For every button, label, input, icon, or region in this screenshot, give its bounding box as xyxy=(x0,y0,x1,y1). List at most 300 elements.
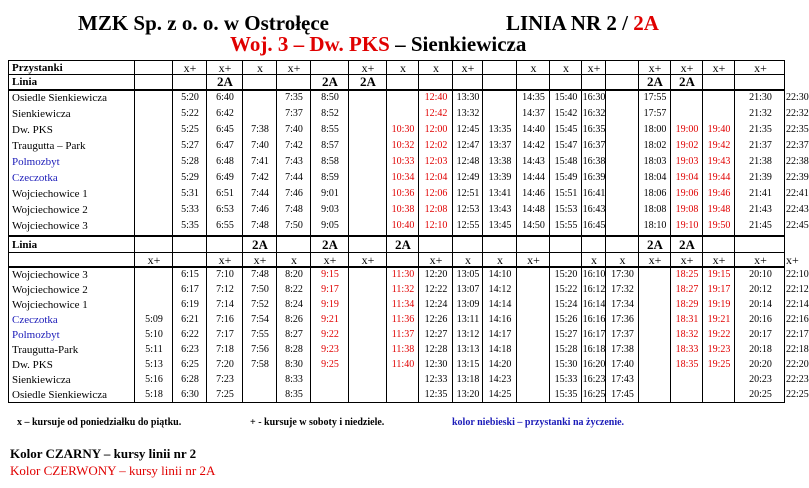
departure-time: 7:44 xyxy=(285,172,303,183)
departure-time: 12:47 xyxy=(456,140,480,151)
schedule-marker: x xyxy=(530,61,537,75)
line-2a-marker: 2A xyxy=(322,237,338,252)
line-2a-marker: 2A xyxy=(679,74,695,89)
departure-time: 6:51 xyxy=(216,188,234,199)
departure-time: 16:37 xyxy=(582,140,606,151)
departure-time: 20:18 xyxy=(749,344,772,355)
departure-time: 15:33 xyxy=(554,374,578,385)
departure-time: 21:37 xyxy=(749,140,772,151)
departure-time: 10:36 xyxy=(391,188,415,199)
route-title xyxy=(230,32,526,56)
schedule-marker: x xyxy=(291,253,297,267)
departure-time: 18:25 xyxy=(675,269,699,280)
departure-time: 16:12 xyxy=(582,284,606,295)
company-name: MZK Sp. z o. o. w Ostrołęce xyxy=(78,11,329,35)
schedule-marker: x xyxy=(257,61,263,75)
departure-time: 6:19 xyxy=(181,299,199,310)
line-2a-marker: 2A xyxy=(252,237,268,252)
departure-time: 7:16 xyxy=(216,314,234,325)
stop-name: Polmozbyt xyxy=(12,329,60,341)
linia-label: Linia xyxy=(12,76,38,88)
departure-time: 22:20 xyxy=(786,359,809,370)
departure-time: 11:37 xyxy=(391,329,415,340)
stop-name: Sienkiewicza xyxy=(12,108,71,120)
departure-time: 6:49 xyxy=(216,172,234,183)
departure-time: 8:52 xyxy=(321,108,339,119)
linia-label: Linia xyxy=(12,239,38,251)
departure-time: 6:15 xyxy=(181,269,199,280)
departure-time: 8:22 xyxy=(285,284,303,295)
departure-time: 16:43 xyxy=(582,204,606,215)
schedule-marker: x+ xyxy=(429,253,443,267)
departure-time: 12:04 xyxy=(424,172,448,183)
departure-time: 9:17 xyxy=(321,284,339,295)
stop-name: Polmozbyt xyxy=(12,156,60,168)
departure-time: 13:35 xyxy=(488,124,512,135)
departure-time: 5:09 xyxy=(145,314,163,325)
stop-name: Osiedle Sienkiewicza xyxy=(12,389,107,401)
departure-time: 5:22 xyxy=(181,108,199,119)
departure-time: 21:41 xyxy=(749,188,772,199)
departure-time: 8:30 xyxy=(285,359,303,370)
departure-time: 20:12 xyxy=(749,284,772,295)
departure-time: 7:20 xyxy=(216,359,234,370)
departure-time: 18:10 xyxy=(643,220,667,231)
departure-time: 22:45 xyxy=(786,220,809,231)
departure-time: 5:27 xyxy=(181,140,199,151)
departure-time: 6:55 xyxy=(216,220,234,231)
departure-time: 12:55 xyxy=(456,220,480,231)
departure-time: 8:24 xyxy=(285,299,303,310)
departure-time: 8:57 xyxy=(321,140,339,151)
departure-time: 5:33 xyxy=(181,204,199,215)
schedule-marker: x+ xyxy=(461,61,475,75)
departure-time: 12:49 xyxy=(456,172,480,183)
departure-time: 18:02 xyxy=(643,140,667,151)
departure-time: 12:08 xyxy=(424,204,448,215)
schedule-marker: x+ xyxy=(786,253,799,267)
stop-name: Czeczotka xyxy=(12,314,58,326)
departure-time: 7:18 xyxy=(216,344,234,355)
departure-time: 18:00 xyxy=(643,124,667,135)
departure-time: 16:25 xyxy=(582,389,606,400)
departure-time: 7:25 xyxy=(216,389,234,400)
departure-time: 14:44 xyxy=(522,172,545,183)
departure-time: 19:25 xyxy=(707,359,731,370)
stop-name: Wojciechowice 2 xyxy=(12,204,88,216)
departure-time: 16:10 xyxy=(582,269,606,280)
departure-time: 5:29 xyxy=(181,172,199,183)
departure-time: 12:51 xyxy=(456,188,480,199)
departure-time: 14:37 xyxy=(522,108,545,119)
stop-name: Wojciechowice 2 xyxy=(12,284,88,296)
departure-time: 19:03 xyxy=(675,156,699,167)
schedule-marker: x+ xyxy=(147,253,161,267)
departure-time: 13:13 xyxy=(456,344,480,355)
departure-time: 13:37 xyxy=(488,140,512,151)
departure-time: 5:18 xyxy=(145,389,163,400)
departure-time: 9:01 xyxy=(321,188,339,199)
departure-time: 16:20 xyxy=(582,359,606,370)
departure-time: 6:25 xyxy=(181,359,199,370)
departure-time: 7:44 xyxy=(251,188,269,199)
departure-time: 20:25 xyxy=(749,389,772,400)
departure-time: 15:40 xyxy=(554,92,578,103)
departure-time: 11:36 xyxy=(391,314,415,325)
schedule-marker: x+ xyxy=(183,61,197,75)
departure-time: 17:40 xyxy=(611,359,634,370)
departure-time: 20:20 xyxy=(749,359,772,370)
departure-time: 22:16 xyxy=(786,314,809,325)
departure-time: 16:35 xyxy=(582,124,606,135)
departure-time: 13:09 xyxy=(456,299,480,310)
departure-time: 9:23 xyxy=(321,344,339,355)
departure-time: 7:14 xyxy=(216,299,234,310)
stop-name: Osiedle Sienkiewicza xyxy=(12,92,107,104)
stop-name: Wojciechowice 3 xyxy=(12,220,88,232)
departure-time: 7:41 xyxy=(251,156,269,167)
schedule-marker: x+ xyxy=(648,61,662,75)
departure-time: 20:10 xyxy=(749,269,772,280)
departure-time: 19:48 xyxy=(707,204,731,215)
departure-time: 22:17 xyxy=(786,329,809,340)
line-2a-marker: 2A xyxy=(647,237,663,252)
departure-time: 14:48 xyxy=(522,204,545,215)
departure-time: 17:57 xyxy=(643,108,667,119)
departure-time: 17:30 xyxy=(611,269,634,280)
departure-time: 7:42 xyxy=(285,140,303,151)
stop-name: Wojciechowice 1 xyxy=(12,299,88,311)
schedule-marker: x+ xyxy=(712,253,726,267)
line-2a-marker: 2A xyxy=(360,74,376,89)
departure-time: 14:40 xyxy=(522,124,545,135)
departure-time: 20:14 xyxy=(749,299,772,310)
departure-time: 5:28 xyxy=(181,156,199,167)
departure-time: 14:12 xyxy=(488,284,512,295)
departure-time: 12:02 xyxy=(424,140,448,151)
departure-time: 7:48 xyxy=(251,269,269,280)
stop-name: Dw. PKS xyxy=(12,124,53,136)
departure-time: 16:14 xyxy=(582,299,606,310)
note-request-stops: kolor niebieski – przystanki na życzenie. xyxy=(452,417,625,428)
departure-time: 18:06 xyxy=(643,188,667,199)
departure-time: 5:13 xyxy=(145,359,163,370)
schedule-marker: x+ xyxy=(323,253,337,267)
departure-time: 7:48 xyxy=(251,220,269,231)
departure-time: 15:26 xyxy=(554,314,578,325)
schedule-marker: x+ xyxy=(218,253,232,267)
departure-time: 13:43 xyxy=(488,204,512,215)
departure-time: 11:32 xyxy=(391,284,415,295)
departure-time: 7:42 xyxy=(251,172,269,183)
departure-time: 22:23 xyxy=(786,374,809,385)
departure-time: 19:43 xyxy=(707,156,731,167)
departure-time: 15:49 xyxy=(554,172,578,183)
departure-time: 15:47 xyxy=(554,140,578,151)
departure-time: 15:35 xyxy=(554,389,578,400)
departure-time: 13:45 xyxy=(488,220,512,231)
departure-time: 14:46 xyxy=(522,188,545,199)
departure-time: 14:20 xyxy=(488,359,512,370)
schedule-marker: x+ xyxy=(587,61,601,75)
schedule-marker: x xyxy=(497,253,503,267)
departure-time: 6:17 xyxy=(181,284,199,295)
departure-time: 15:28 xyxy=(554,344,578,355)
departure-time: 6:30 xyxy=(181,389,199,400)
departure-time: 5:11 xyxy=(145,344,163,355)
note-weekends: + - kursuje w soboty i niedziele. xyxy=(250,417,385,428)
departure-time: 6:48 xyxy=(216,156,234,167)
departure-time: 9:21 xyxy=(321,314,339,325)
departure-time: 15:55 xyxy=(554,220,578,231)
schedule-marker: x xyxy=(563,61,569,75)
departure-time: 19:21 xyxy=(707,314,731,325)
departure-time: 16:39 xyxy=(582,172,606,183)
departure-time: 19:23 xyxy=(707,344,731,355)
departure-time: 13:39 xyxy=(488,172,512,183)
departure-time: 14:42 xyxy=(522,140,545,151)
departure-time: 17:34 xyxy=(611,299,634,310)
legend-red: Kolor CZERWONY – kursy linii nr 2A xyxy=(10,463,216,478)
departure-time: 13:12 xyxy=(456,329,480,340)
departure-time: 12:27 xyxy=(424,329,448,340)
departure-time: 7:46 xyxy=(285,188,303,199)
departure-time: 18:03 xyxy=(643,156,667,167)
departure-time: 20:16 xyxy=(749,314,772,325)
departure-time: 16:45 xyxy=(582,220,606,231)
stop-name: Wojciechowice 3 xyxy=(12,269,88,281)
departure-time: 8:28 xyxy=(285,344,303,355)
departure-time: 7:35 xyxy=(285,92,303,103)
departure-time: 18:04 xyxy=(643,172,667,183)
departure-time: 22:18 xyxy=(786,344,809,355)
departure-time: 21:45 xyxy=(749,220,772,231)
departure-time: 10:32 xyxy=(391,140,415,151)
departure-time: 22:43 xyxy=(786,204,809,215)
departure-time: 7:43 xyxy=(285,156,303,167)
departure-time: 19:19 xyxy=(707,299,731,310)
departure-time: 12:22 xyxy=(424,284,448,295)
departure-time: 22:10 xyxy=(786,269,809,280)
departure-time: 8:35 xyxy=(285,389,303,400)
departure-time: 8:27 xyxy=(285,329,303,340)
departure-time: 19:00 xyxy=(675,124,699,135)
departure-time: 17:36 xyxy=(611,314,634,325)
departure-time: 10:33 xyxy=(391,156,415,167)
note-weekdays: x – kursuje od poniedziałku do piątku. xyxy=(17,417,182,428)
departure-time: 6:23 xyxy=(181,344,199,355)
legend-black: Kolor CZARNY – kursy linii nr 2 xyxy=(10,446,197,461)
departure-time: 22:37 xyxy=(786,140,809,151)
line-number-black: LINIA NR 2 / xyxy=(506,11,634,35)
departure-time: 15:24 xyxy=(554,299,578,310)
departure-time: 12:45 xyxy=(456,124,480,135)
departure-time: 20:17 xyxy=(749,329,772,340)
departure-time: 14:23 xyxy=(488,374,512,385)
departure-time: 8:33 xyxy=(285,374,303,385)
departure-time: 16:16 xyxy=(582,314,606,325)
departure-time: 22:25 xyxy=(786,389,809,400)
departure-time: 19:22 xyxy=(707,329,731,340)
line-2a-marker: 2A xyxy=(647,74,663,89)
departure-time: 14:43 xyxy=(522,156,545,167)
departure-time: 9:03 xyxy=(321,204,339,215)
departure-time: 8:58 xyxy=(321,156,339,167)
departure-time: 15:48 xyxy=(554,156,578,167)
departure-time: 17:45 xyxy=(611,389,634,400)
departure-time: 15:22 xyxy=(554,284,578,295)
departure-time: 12:06 xyxy=(424,188,448,199)
departure-time: 7:40 xyxy=(285,124,303,135)
departure-time: 19:06 xyxy=(675,188,699,199)
departure-time: 13:32 xyxy=(456,108,480,119)
departure-time: 7:52 xyxy=(251,299,269,310)
departure-time: 22:35 xyxy=(786,124,809,135)
departure-time: 22:14 xyxy=(786,299,809,310)
departure-time: 9:19 xyxy=(321,299,339,310)
departure-time: 17:37 xyxy=(611,329,634,340)
departure-time: 19:15 xyxy=(707,269,731,280)
schedule-marker: x+ xyxy=(361,61,375,75)
schedule-marker: x+ xyxy=(253,253,267,267)
departure-time: 18:33 xyxy=(675,344,699,355)
departure-time: 11:38 xyxy=(391,344,415,355)
departure-time: 19:42 xyxy=(707,140,731,151)
departure-time: 21:32 xyxy=(749,108,772,119)
schedule-marker: x+ xyxy=(527,253,540,267)
departure-time: 6:42 xyxy=(216,108,234,119)
departure-time: 21:39 xyxy=(749,172,772,183)
timetable-grid xyxy=(8,60,809,403)
departure-time: 11:34 xyxy=(391,299,415,310)
departure-time: 12:30 xyxy=(424,359,448,370)
departure-time: 8:20 xyxy=(285,269,303,280)
departure-time: 12:53 xyxy=(456,204,480,215)
departure-time: 7:50 xyxy=(285,220,303,231)
departure-time: 11:40 xyxy=(391,359,415,370)
departure-time: 22:30 xyxy=(786,92,809,103)
departure-time: 10:34 xyxy=(391,172,415,183)
schedule-marker: x xyxy=(591,253,597,267)
departure-time: 7:38 xyxy=(251,124,269,135)
departure-time: 19:02 xyxy=(675,140,699,151)
departure-time: 5:10 xyxy=(145,329,163,340)
departure-time: 15:45 xyxy=(554,124,578,135)
schedule-marker: x xyxy=(619,253,626,267)
departure-time: 7:23 xyxy=(216,374,234,385)
departure-time: 15:30 xyxy=(554,359,578,370)
departure-time: 16:41 xyxy=(582,188,606,199)
departure-time: 19:46 xyxy=(707,188,731,199)
departure-time: 8:59 xyxy=(321,172,339,183)
departure-time: 18:31 xyxy=(675,314,699,325)
departure-time: 14:10 xyxy=(488,269,512,280)
departure-time: 5:20 xyxy=(181,92,199,103)
departure-time: 21:43 xyxy=(749,204,772,215)
departure-time: 6:53 xyxy=(216,204,234,215)
line-2a-marker: 2A xyxy=(217,74,233,89)
departure-time: 6:40 xyxy=(216,92,234,103)
departure-time: 19:44 xyxy=(707,172,731,183)
stop-name: Sienkiewicza xyxy=(12,374,71,386)
line-2a-marker: 2A xyxy=(679,237,695,252)
departure-time: 9:05 xyxy=(321,220,339,231)
schedule-marker: x+ xyxy=(648,253,662,267)
departure-time: 7:48 xyxy=(285,204,303,215)
column-header-stops: Przystanki xyxy=(12,62,63,74)
departure-time: 12:35 xyxy=(424,389,448,400)
departure-time: 10:38 xyxy=(391,204,415,215)
line-2a-marker: 2A xyxy=(395,237,411,252)
departure-time: 19:04 xyxy=(675,172,699,183)
departure-time: 7:12 xyxy=(216,284,234,295)
stop-name: Traugutta-Park xyxy=(12,344,79,356)
departure-time: 11:30 xyxy=(391,269,415,280)
departure-time: 22:12 xyxy=(786,284,809,295)
stop-name: Czeczotka xyxy=(12,172,58,184)
schedule-marker: x+ xyxy=(218,61,232,75)
departure-time: 15:20 xyxy=(554,269,578,280)
departure-time: 22:32 xyxy=(786,108,809,119)
schedule-marker: x+ xyxy=(287,61,301,75)
departure-time: 6:22 xyxy=(181,329,199,340)
departure-time: 16:17 xyxy=(582,329,606,340)
departure-time: 13:11 xyxy=(456,314,480,325)
departure-time: 14:17 xyxy=(488,329,512,340)
departure-time: 18:32 xyxy=(675,329,699,340)
departure-time: 16:30 xyxy=(582,92,606,103)
departure-time: 16:38 xyxy=(582,156,606,167)
schedule-marker: x+ xyxy=(680,253,694,267)
departure-time: 7:50 xyxy=(251,284,269,295)
departure-time: 7:10 xyxy=(216,269,234,280)
departure-time: 12:20 xyxy=(424,269,448,280)
departure-time: 6:28 xyxy=(181,374,199,385)
departure-time: 17:38 xyxy=(611,344,634,355)
departure-time: 9:15 xyxy=(321,269,339,280)
line-number-red: 2A xyxy=(633,11,659,35)
departure-time: 13:41 xyxy=(488,188,512,199)
departure-time: 19:08 xyxy=(675,204,699,215)
departure-time: 12:42 xyxy=(424,108,448,119)
stop-name: Traugutta – Park xyxy=(12,140,86,152)
departure-time: 14:50 xyxy=(522,220,545,231)
departure-time: 17:55 xyxy=(643,92,667,103)
schedule-marker: x+ xyxy=(361,253,375,267)
departure-time: 5:35 xyxy=(181,220,199,231)
departure-time: 19:17 xyxy=(707,284,731,295)
departure-time: 14:14 xyxy=(488,299,512,310)
schedule-marker: x xyxy=(433,61,439,75)
departure-time: 13:20 xyxy=(456,389,480,400)
departure-time: 15:27 xyxy=(554,329,578,340)
departure-time: 15:42 xyxy=(554,108,578,119)
departure-time: 12:24 xyxy=(424,299,448,310)
departure-time: 6:45 xyxy=(216,124,234,135)
departure-time: 14:16 xyxy=(488,314,512,325)
departure-time: 17:43 xyxy=(611,374,634,385)
departure-time: 18:08 xyxy=(643,204,667,215)
stop-name: Dw. PKS xyxy=(12,359,53,371)
departure-time: 13:15 xyxy=(456,359,480,370)
schedule-marker: x+ xyxy=(754,61,767,75)
route-title-black: – Sienkiewicza xyxy=(389,32,527,56)
departure-time: 19:40 xyxy=(707,124,731,135)
departure-time: 7:58 xyxy=(251,359,269,370)
departure-time: 21:35 xyxy=(749,124,772,135)
departure-time: 15:53 xyxy=(554,204,578,215)
departure-time: 18:35 xyxy=(675,359,699,370)
